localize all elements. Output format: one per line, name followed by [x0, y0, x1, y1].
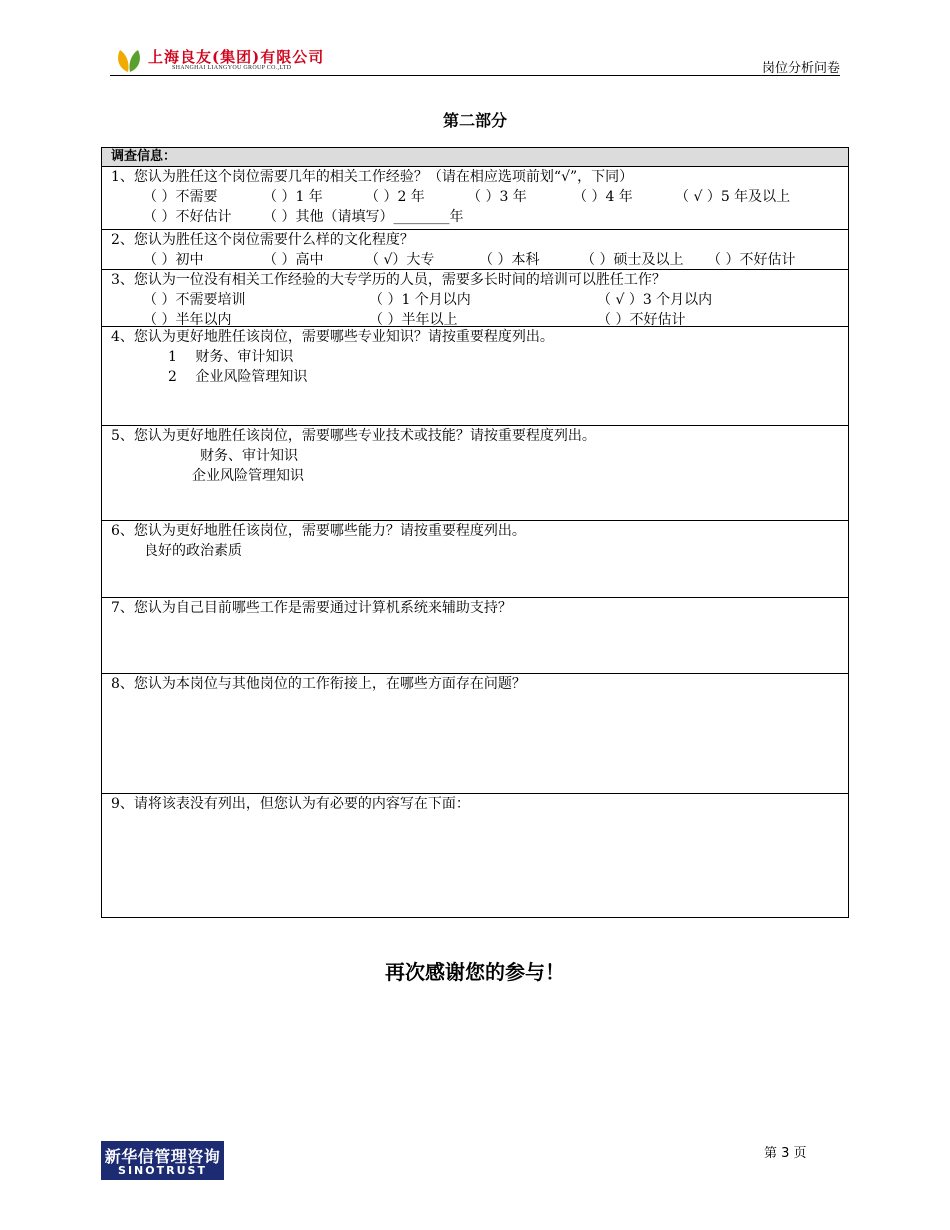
option-row: [111, 187, 848, 207]
option-item[interactable]: （ ）2 年: [365, 189, 425, 205]
sinotrust-logo: [101, 1141, 224, 1180]
option-item[interactable]: （ ）4 年: [573, 189, 633, 205]
option-item[interactable]: （ √）大专: [365, 252, 435, 268]
option-item[interactable]: （ ）不好估计: [707, 252, 796, 268]
option-item[interactable]: （ ）3 年: [467, 189, 527, 205]
question-text: 8、您认为本岗位与其他岗位的工作衔接上，在哪些方面存在问题？: [111, 676, 526, 692]
question-text: 7、您认为自己目前哪些工作是需要通过计算机系统来辅助支持？: [111, 600, 512, 616]
company-logo-icon: [114, 46, 144, 74]
option-item[interactable]: （ ）高中: [263, 252, 324, 268]
option-item[interactable]: （ ）半年以内: [143, 312, 232, 328]
option-row: [111, 250, 848, 270]
option-item[interactable]: （ ）不好估计: [597, 312, 686, 328]
option-row: [111, 207, 848, 227]
question-5: [102, 426, 848, 521]
question-7[interactable]: [102, 598, 848, 674]
question-text: 9、请将该表没有列出，但您认为有必要的内容写在下面：: [111, 796, 470, 812]
section-header: [102, 148, 848, 167]
option-item[interactable]: （ ）初中: [143, 252, 204, 268]
question-8[interactable]: [102, 674, 848, 794]
survey-table: [101, 147, 849, 918]
question-3: [102, 270, 848, 327]
option-item[interactable]: （ ）1 个月以内: [369, 292, 471, 308]
footer-logo-en: SINOTRUST: [118, 1164, 207, 1177]
question-text: 4、您认为更好地胜任该岗位，需要哪些专业知识？请按重要程度列出。: [111, 329, 554, 345]
document-title: 岗位分析问卷: [761, 61, 840, 76]
option-item[interactable]: （ ）不好估计: [143, 209, 232, 225]
question-text: 5、您认为更好地胜任该岗位，需要哪些专业技术或技能？请按重要程度列出。: [111, 428, 596, 444]
option-item[interactable]: （ √ ）3 个月以内: [597, 292, 713, 308]
answer-line[interactable]: 企业风险管理知识: [192, 468, 304, 484]
option-item[interactable]: （ ）本科: [479, 252, 540, 268]
answer-line[interactable]: 1 财务、审计知识: [168, 349, 294, 365]
question-text: 1、您认为胜任这个岗位需要几年的相关工作经验？（请在相应选项前划“√”，下同）: [111, 169, 634, 185]
option-item[interactable]: （ √ ）5 年及以上: [675, 189, 791, 205]
question-2: [102, 230, 848, 270]
part-title: 第二部分: [442, 111, 507, 130]
option-item[interactable]: （ ）不需要: [143, 189, 218, 205]
answer-line[interactable]: 2 企业风险管理知识: [168, 369, 308, 385]
page-header: [110, 44, 840, 76]
option-item[interactable]: （ ）其他（请填写）________年: [263, 209, 464, 225]
section-label: 调查信息：: [111, 149, 177, 164]
option-item[interactable]: （ ）1 年: [263, 189, 323, 205]
question-text: 3、您认为一位没有相关工作经验的大专学历的人员，需要多长时间的培训可以胜任工作？: [111, 272, 666, 288]
company-name-cn: 上海良友(集团)有限公司: [148, 48, 325, 66]
footer-logo-cn: 新华信管理咨询: [104, 1147, 221, 1166]
thank-you-message: 再次感谢您的参与！: [385, 960, 565, 984]
question-4: [102, 327, 848, 426]
question-text: 6、您认为更好地胜任该岗位，需要哪些能力？请按重要程度列出。: [111, 523, 526, 539]
option-item[interactable]: （ ）硕士及以上: [581, 252, 684, 268]
answer-line[interactable]: 财务、审计知识: [200, 448, 298, 464]
answer-line[interactable]: 良好的政治素质: [144, 543, 242, 559]
question-9[interactable]: [102, 794, 848, 917]
question-6: [102, 521, 848, 598]
company-name-en: SHANGHAI LIANGYOU GROUP CO.,LTD: [172, 65, 292, 71]
option-item[interactable]: （ ）不需要培训: [143, 292, 246, 308]
question-1: [102, 167, 848, 230]
option-row: [111, 290, 848, 310]
page-number: 第 3 页: [764, 1146, 807, 1161]
option-item[interactable]: （ ）半年以上: [369, 312, 458, 328]
question-text: 2、您认为胜任这个岗位需要什么样的文化程度？: [111, 232, 414, 248]
